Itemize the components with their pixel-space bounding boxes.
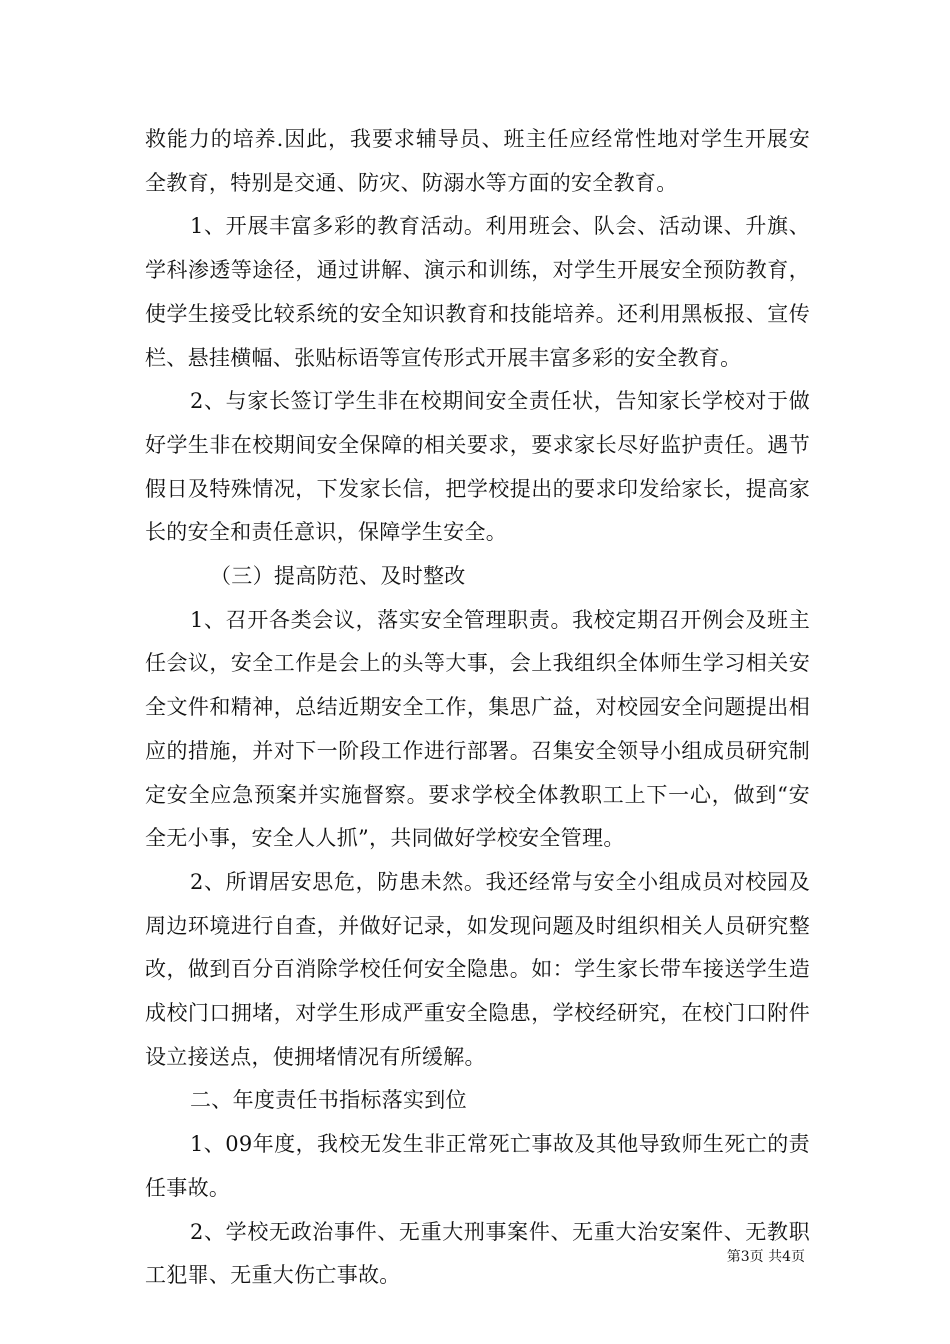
paragraph-no-incidents: 2、学校无政治事件、无重大刑事案件、无重大治安案件、无教职工犯罪、无重大伤亡事故。 xyxy=(145,1219,810,1288)
paragraph-parent-agreement: 2、与家长签订学生非在校期间安全责任状，告知家长学校对于做好学生非在校期间安全保障的相关要求，要求家长尽好监护责任。遇节假日及特殊情况，下发家长信，把学校提出的要求印发给家长，提高家长的安全和责任意识，保障学生安全。 xyxy=(145,389,810,545)
paragraph-self-inspection: 2、所谓居安思危，防患未然。我还经常与安全小组成员对校园及周边环境进行自查，并做好记录，如发现问题及时组织相关人员研究整改，做到百分百消除学校任何安全隐患。如：学生家长带车接送学生造成校门口拥堵，对学生形成严重安全隐患，学校经研究，在校门口附件设立接送点，使拥堵情况有所缓解。 xyxy=(145,869,810,1069)
section-heading-responsibility: 二、年度责任书指标落实到位 xyxy=(190,1088,467,1113)
paragraph-meetings: 1、召开各类会议，落实安全管理职责。我校定期召开例会及班主任会议，安全工作是会上的头等大事，会上我组织全体师生学习相关安全文件和精神，总结近期安全工作，集思广益，对校园安全问题提出相应的措施，并对下一阶段工作进行部署。召集安全领导小组成员研究制定安全应急预案并实施督察。要求学校全体教职工上下一心，做到“安全无小事，安全人人抓”，共同做好学校安全管理。 xyxy=(145,607,810,851)
paragraph-continuation: 救能力的培养.因此，我要求辅导员、班主任应经常性地对学生开展安全教育，特别是交通、防灾、防溺水等方面的安全教育。 xyxy=(145,127,810,195)
page-number: 第3页 共4页 xyxy=(726,1249,805,1265)
paragraph-education-activities: 1、开展丰富多彩的教育活动。利用班会、队会、活动课、升旗、学科渗透等途径，通过讲解、演示和训练，对学生开展安全预防教育，使学生接受比较系统的安全知识教育和技能培养。还利用黑板报、宣传栏、悬挂横幅、张贴标语等宣传形式开展丰富多彩的安全教育。 xyxy=(145,214,810,370)
paragraph-no-accidents: 1、09年度，我校无发生非正常死亡事故及其他导致师生死亡的责任事故。 xyxy=(145,1132,810,1200)
document-body xyxy=(145,118,810,1298)
section-heading-prevention: （三）提高防范、及时整改 xyxy=(210,564,466,589)
